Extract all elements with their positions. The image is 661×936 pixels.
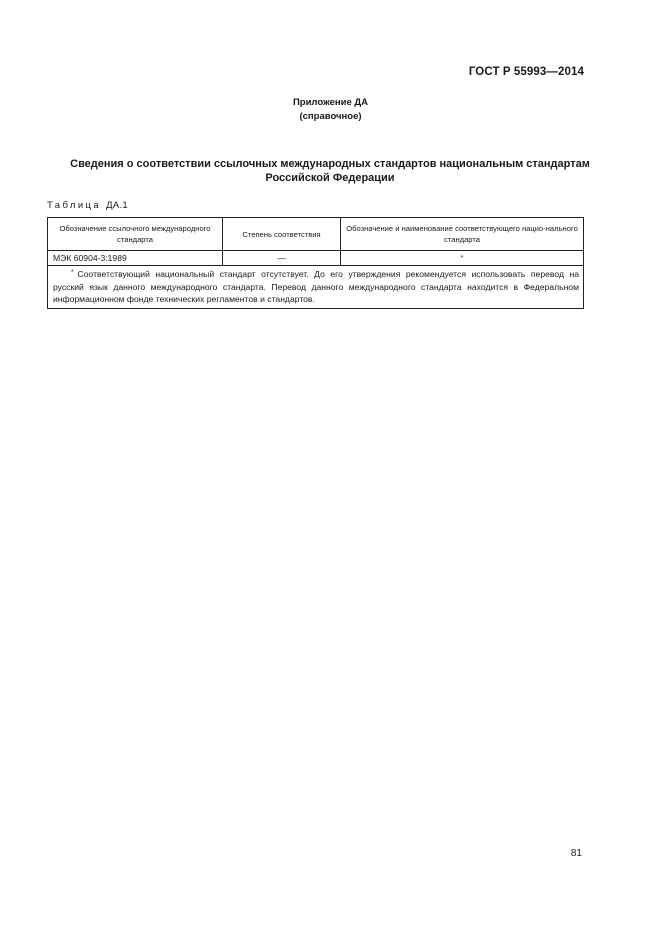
header-national-standard: Обозначение и наименование соответствующего нацио-нального стандарта	[341, 218, 584, 251]
section-title	[40, 157, 620, 185]
cell-international-code: МЭК 60904-3:1989	[48, 251, 223, 266]
table-caption-label: Таблица	[47, 200, 102, 211]
table-caption	[47, 200, 128, 211]
table-row	[48, 251, 584, 266]
table-footnote-row	[48, 266, 584, 309]
footnote-text: Соответствующий национальный стандарт отсутствует. До его утверждения рекомендуется использовать перевод на русский язык данного международного стандарта. Перевод данного международного стандарта находится в Федеральном информационном фонде технических регламентов и стандартов.	[53, 269, 579, 305]
header-international-standard: Обозначение ссылочного международного стандарта	[48, 218, 223, 251]
cell-degree: —	[223, 251, 341, 266]
section-title-line-2: Российской Федерации	[265, 172, 395, 184]
appendix-heading	[0, 96, 661, 124]
appendix-title: Приложение ДА	[292, 97, 369, 108]
cell-national-standard: *	[341, 251, 584, 266]
table-header-row	[48, 218, 584, 251]
table-footnote	[48, 266, 584, 309]
page-number: 81	[570, 848, 582, 859]
appendix-subtitle: (справочное)	[299, 111, 362, 122]
header-degree-of-conformity: Степень соответствия	[223, 218, 341, 251]
footnote-mark: *	[71, 269, 74, 276]
table-caption-number: ДА.1	[106, 200, 129, 211]
reference-standards-table	[47, 217, 584, 309]
document-code: ГОСТ Р 55993—2014	[468, 66, 584, 78]
section-title-line-1: Сведения о соответствии ссылочных международных стандартов национальным стандартам	[70, 158, 590, 170]
